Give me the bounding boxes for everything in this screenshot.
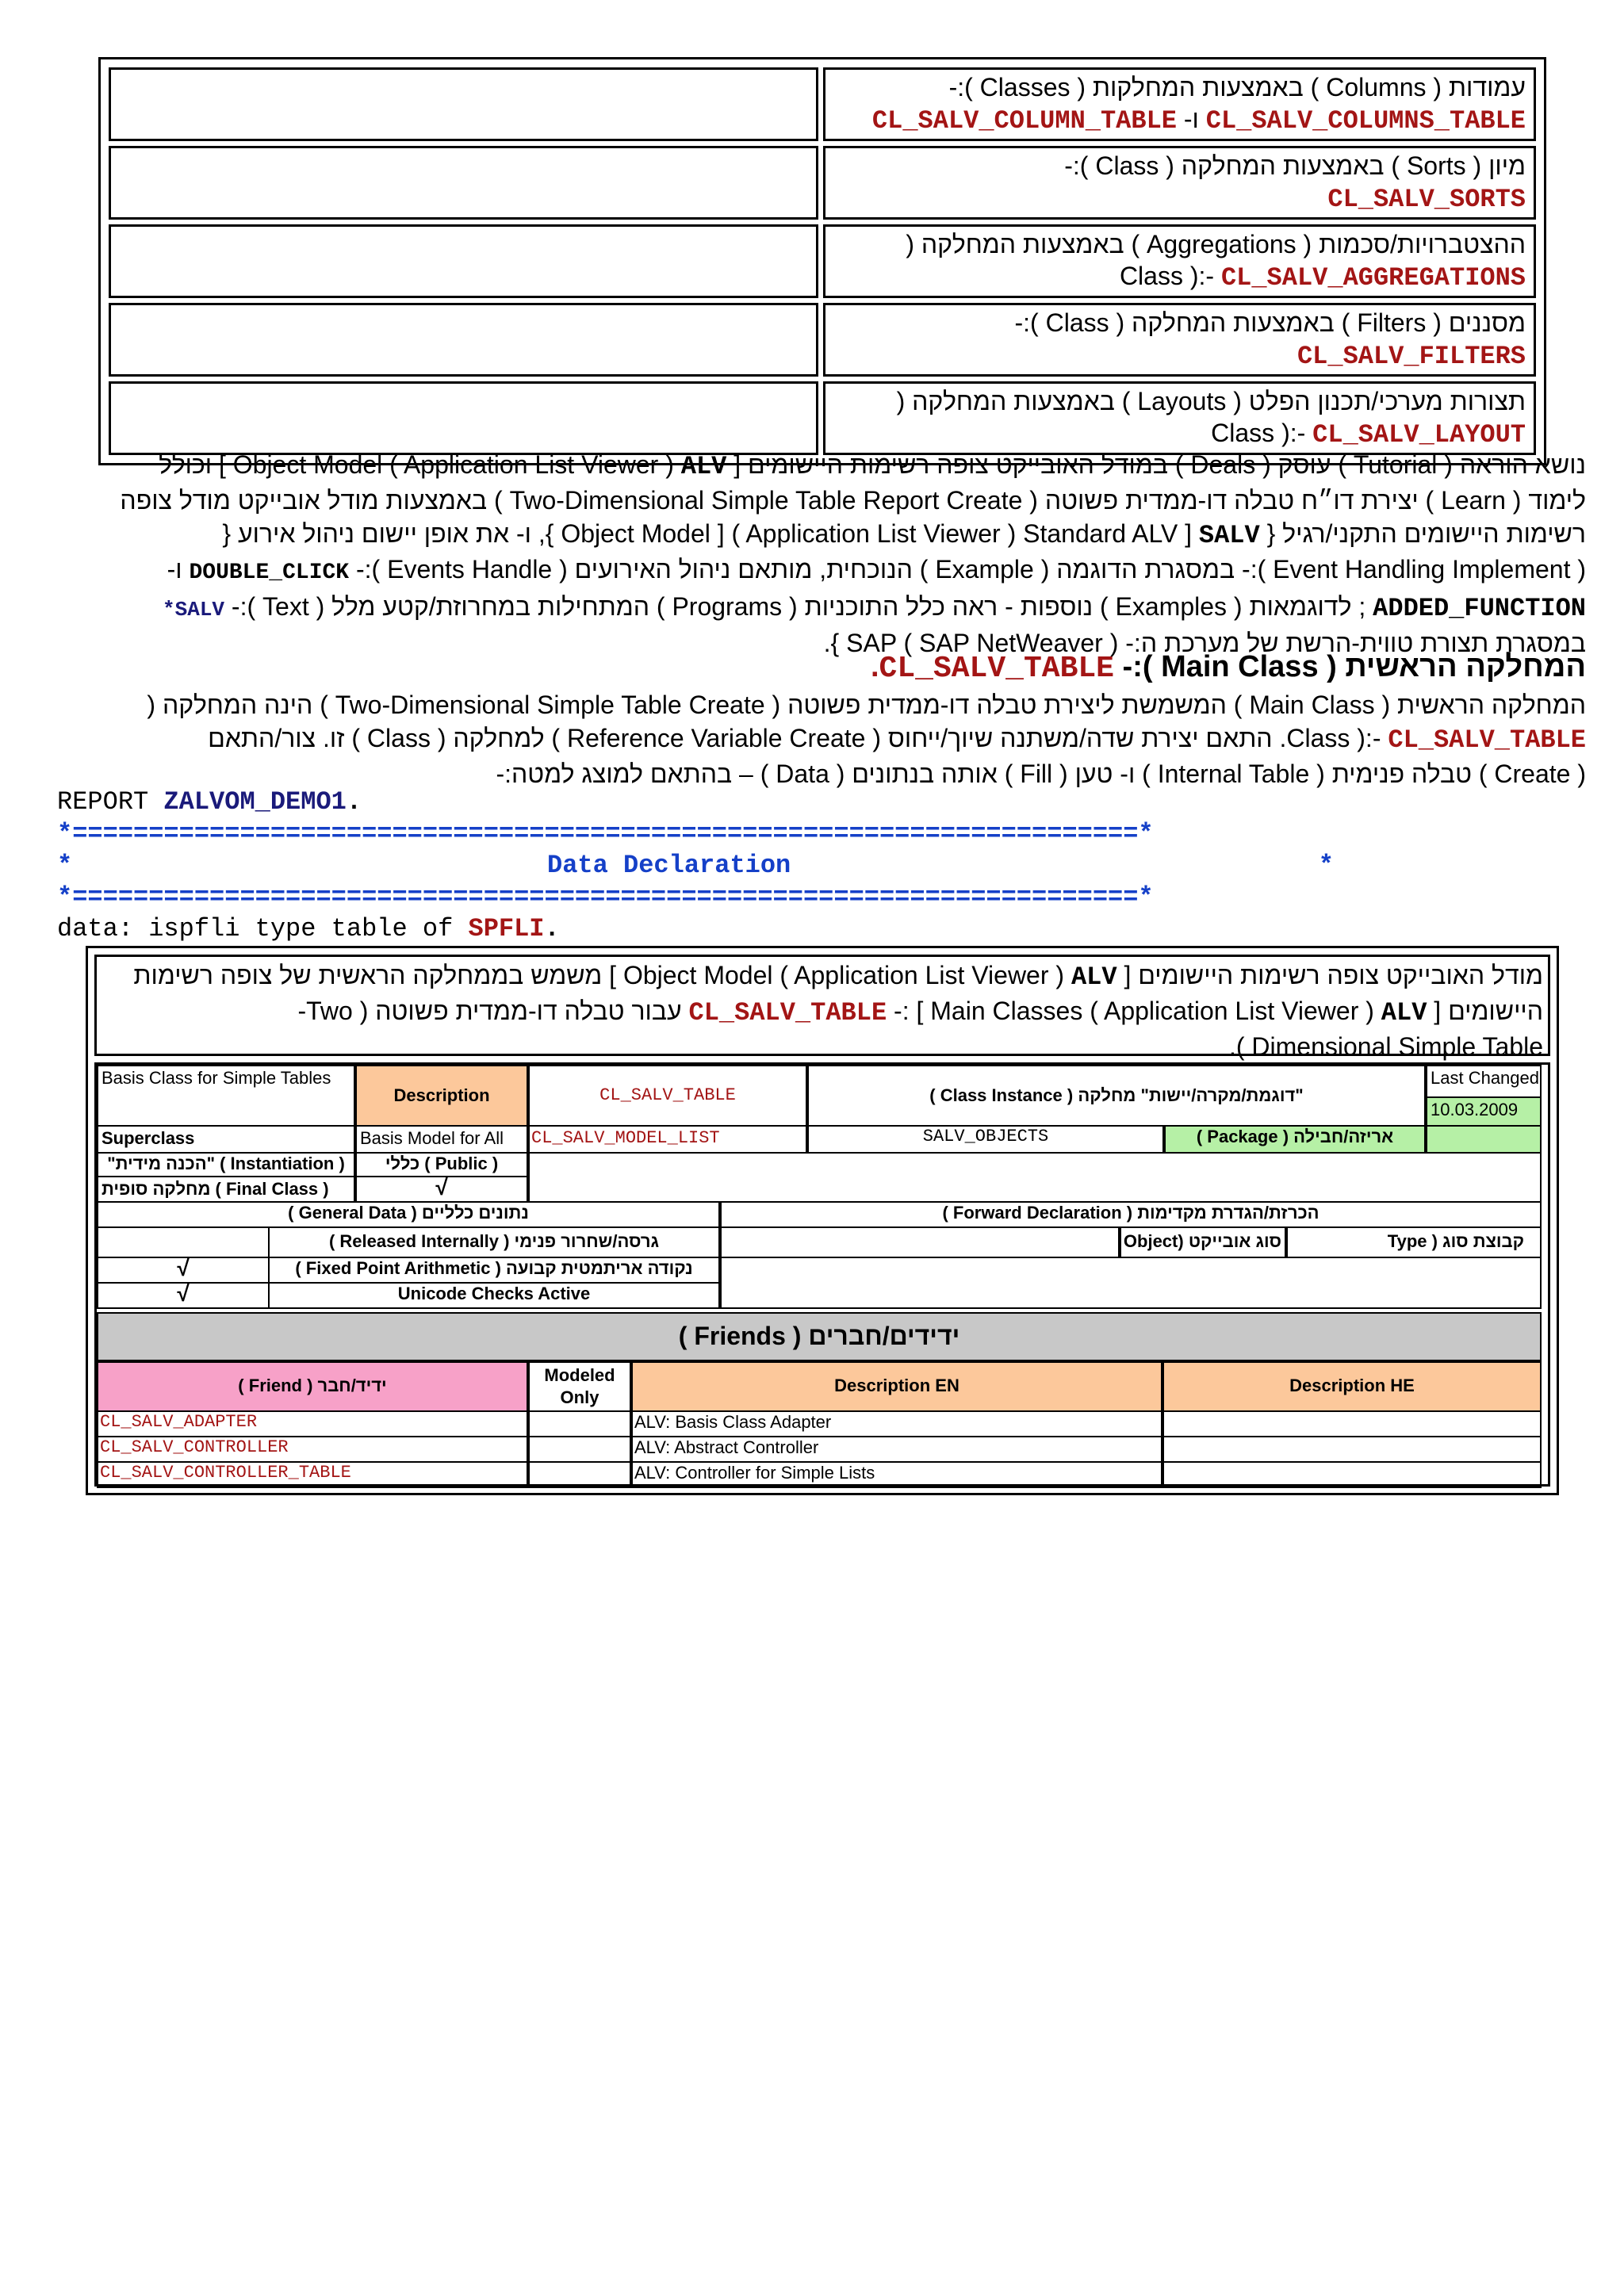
text-run: }, ו- את אופן יישום ניהול אירוע { [222, 519, 561, 548]
row-text: מיון ( Sorts ) באמצעות המחלקה ( Class ):- [1064, 151, 1526, 180]
last-changed-header: Last Changed [1426, 1065, 1542, 1098]
class-name: CL_SALV_FILTERS [1297, 342, 1526, 371]
description-he-header: Description HE [1162, 1361, 1542, 1412]
final-check: √ [355, 1176, 528, 1203]
text-run: Class ):- [1286, 724, 1388, 752]
code-text: data: ispfli type table of [57, 914, 469, 943]
text-run: לימוד ( Learn ) יצירת דו״ח טבלה דו-ממדית פשוטה ( Two-Dimensional Simple Table Report Create ) באמצעות מודל אובייקט מודל צופה [120, 486, 1586, 515]
fixed-point-check: √ [97, 1257, 270, 1284]
basis-class-cell: Basis Class for Simple Tables [97, 1065, 355, 1127]
friend-description-he [1162, 1461, 1542, 1488]
friend-name: CL_SALV_CONTROLLER [97, 1436, 528, 1463]
code-term: SALV [1198, 521, 1260, 550]
text-run: נושא הוראה ( Tutorial ) עוסק ( Deals ) במודל האובייקט צופה רשימות היישומים [ Object Model ( Application List Viewer ) [232, 450, 1586, 479]
text-run: ; לדוגמאות ( Examples ) נוספות - ראה כלל התוכניות ( Programs ) המתחילות במחרוזת/קטע מלל ( Text ):- [224, 592, 1373, 621]
row-text: תצורות מערכי/תכנון הפלט ( Layouts ) באמצעות המחלקה ( [896, 387, 1526, 415]
comment-separator: *======================================================================* [57, 819, 1154, 848]
data-declaration-line [57, 913, 560, 945]
instantiation-header: "הכנה מידית" ( Instantiation ) [97, 1152, 355, 1177]
code-term: ADDED_FUNCTION [1373, 594, 1586, 623]
text-run: רשימות היישומים התקני/רגיל { Object Model ] ( Application List Viewer ) Standard ALV ] [561, 519, 1586, 548]
sorts-cell [823, 146, 1536, 220]
package-filler [1426, 1125, 1542, 1154]
friend-description: ALV: Basis Class Adapter [631, 1410, 1162, 1437]
class-name: CL_SALV_SORTS [1327, 185, 1526, 214]
general-data-header: נתונים כלליים ( General Data ) [97, 1201, 720, 1228]
intro-paragraph [51, 448, 1586, 660]
text-run: ו- [167, 555, 190, 584]
friend-description-he [1162, 1436, 1542, 1463]
text-run: ] וכולל [159, 450, 233, 479]
row-text: עמודות ( Columns ) באמצעות המחלקות ( Classes ):- [948, 73, 1526, 101]
blank-cell [528, 1152, 1542, 1203]
row-text: Class ):- [1211, 419, 1306, 447]
code-punct: . [544, 914, 560, 943]
class-name: CL_SALV_AGGREGATIONS [1220, 263, 1526, 293]
class-name: CL_SALV_TABLE [1388, 725, 1586, 755]
modeled-only-header: Modeled Only [528, 1361, 631, 1412]
main-class-heading [51, 649, 1586, 687]
class-name: CL_SALV_TABLE [879, 652, 1114, 686]
text-run: ( Event Handling Implement ):- במסגרת הדוגמה ( Example ) הנוכחית, מותאם ניהול האירועים ( Events Handle ):- [349, 555, 1586, 584]
package-header: אריזה/חבילה ( Package ) [1164, 1125, 1426, 1154]
comment-title-line [57, 850, 1334, 882]
code-term: ALV [680, 452, 727, 481]
alv-box [86, 946, 1559, 1495]
unicode-header: Unicode Checks Active [268, 1282, 720, 1309]
code-punct: . [346, 787, 362, 817]
report-line [57, 786, 362, 818]
class-list-table [98, 57, 1546, 465]
superclass-header: Superclass [97, 1125, 355, 1154]
row-text: ההצטברויות/סכמות ( Aggregations ) באמצעות המחלקה ( [906, 230, 1526, 258]
code-term: ALV [1071, 962, 1117, 992]
last-changed-date: 10.03.2009 [1426, 1096, 1542, 1127]
text-run: ( Create ) טבלה פנימית ( Internal Table ) ו- טען ( Fill ) אותה בנתונים ( Data ) – בהתאם למוצג למטה:- [496, 760, 1586, 788]
comment-title: Data Declaration [547, 851, 791, 880]
blank-cell [720, 1257, 1542, 1309]
text-run: במסגרת תצורת טווית-הרשת של מערכת ה:- SAP ( SAP NetWeaver ) }. [823, 629, 1586, 657]
description-header: Description [355, 1065, 528, 1127]
modeled-cell [528, 1436, 631, 1463]
columns-cell [823, 67, 1536, 141]
friend-name: CL_SALV_ADAPTER [97, 1410, 528, 1437]
class-name: CL_SALV_COLUMNS_TABLE [1205, 106, 1526, 136]
connector-text: ו- [1176, 105, 1206, 133]
comment-star: * [1318, 851, 1334, 880]
text-run: עבור טבלה דו-ממדית פשוטה ( Two- [297, 997, 689, 1025]
code-term: DOUBLE_CLICK [189, 561, 350, 585]
row-text: מסננים ( Filters ) באמצעות המחלקה ( Class ):- [1014, 308, 1526, 337]
modeled-cell [528, 1410, 631, 1437]
filters-cell [823, 303, 1536, 377]
final-class-header: מחלקה סופית ( Final Class ) [97, 1176, 355, 1203]
public-header: כללי ( Public ) [355, 1152, 528, 1177]
empty-cell [109, 224, 818, 298]
table-row [109, 67, 1536, 141]
aggregations-cell [823, 224, 1536, 298]
code-keyword: REPORT [57, 787, 164, 817]
released-check-empty [97, 1226, 270, 1258]
text-run: היישומים [ Main Classes ( Application List Viewer ) [930, 997, 1543, 1025]
friend-header: ידיד/חבר ( Friend ) [97, 1361, 528, 1412]
empty-cell [109, 381, 818, 455]
row-text: Class ):- [1119, 262, 1215, 290]
friend-name: CL_SALV_CONTROLLER_TABLE [97, 1461, 528, 1488]
empty-cell [109, 67, 818, 141]
class-name: CL_SALV_TABLE [688, 998, 887, 1027]
text-run: מודל האובייקט צופה רשימות היישומים [ Object Model ( Application List Viewer ) [622, 961, 1543, 989]
text-run: ] משמש בממחלקה הראשית של צופה רשימות [133, 961, 623, 989]
modeled-cell [528, 1461, 631, 1488]
package-name: SALV_OBJECTS [807, 1125, 1164, 1154]
text-run: . התאם יצירת שדה/משתנה שיוך/ייחוס ( Reference Variable Create ) למחלקה ( Class ) זו. צור/התאם [208, 724, 1287, 752]
forward-blank [720, 1226, 1120, 1258]
object-type-header: סוג אובייקט (Object [1120, 1226, 1286, 1258]
heading-text: המחלקה הראשית ( Main Class ):- [1113, 650, 1586, 683]
empty-cell [109, 146, 818, 220]
heading-period: . [870, 650, 879, 683]
comment-separator: *======================================================================* [57, 882, 1154, 912]
friend-description: ALV: Controller for Simple Lists [631, 1461, 1162, 1488]
code-term: ALV [1381, 998, 1427, 1027]
layouts-cell [823, 381, 1536, 455]
table-row [109, 303, 1536, 377]
text-run: המחלקה הראשית ( Main Class ) המשמשת ליצירת טבלה דו-ממדית פשוטה ( Two-Dimensional Simple Table Create ) הינה המחלקה ( [147, 691, 1586, 719]
type-group-header: קבוצת סוג ( Type [1286, 1226, 1542, 1258]
class-instance-header: "דוגמת/מקרה/יישות" מחלקה ( Class Instance ) [807, 1065, 1426, 1127]
table-row [109, 146, 1536, 220]
table-row [109, 224, 1536, 298]
comment-star: * [57, 851, 73, 880]
class-name: CL_SALV_LAYOUT [1312, 420, 1526, 450]
table-name: SPFLI [468, 914, 545, 943]
friend-description-he [1162, 1410, 1542, 1437]
report-name: ZALVOM_DEMO1 [163, 787, 347, 817]
empty-cell [109, 303, 818, 377]
text-run: ] :- [887, 997, 931, 1025]
class-attributes-table [94, 1062, 1550, 1487]
fixed-point-header: נקודה אריתמטית קבועה ( Fixed Point Arithmetic ) [268, 1257, 720, 1284]
description-en-header: Description EN [631, 1361, 1162, 1412]
class-name: CL_SALV_COLUMN_TABLE [871, 106, 1177, 136]
class-name-cell: CL_SALV_TABLE [528, 1065, 807, 1127]
alv-description [94, 955, 1550, 1061]
main-paragraph [51, 688, 1586, 790]
forward-declaration-header: הכרזת/הגדרת מקדימות ( Forward Declaration ) [720, 1201, 1542, 1228]
code-term: SALV* [163, 598, 225, 622]
superclass-name: CL_SALV_MODEL_LIST [528, 1125, 807, 1154]
released-header: גרסה/שחרור פנימי ( Released Internally ) [268, 1226, 720, 1258]
text-run: Dimensional Simple Table ). [1228, 1032, 1543, 1061]
table-row [109, 381, 1536, 455]
friends-title: ידידים/חברים ( Friends ) [97, 1312, 1542, 1361]
unicode-check: √ [97, 1282, 270, 1309]
superclass-description: Basis Model for All [355, 1125, 528, 1154]
friend-description: ALV: Abstract Controller [631, 1436, 1162, 1463]
